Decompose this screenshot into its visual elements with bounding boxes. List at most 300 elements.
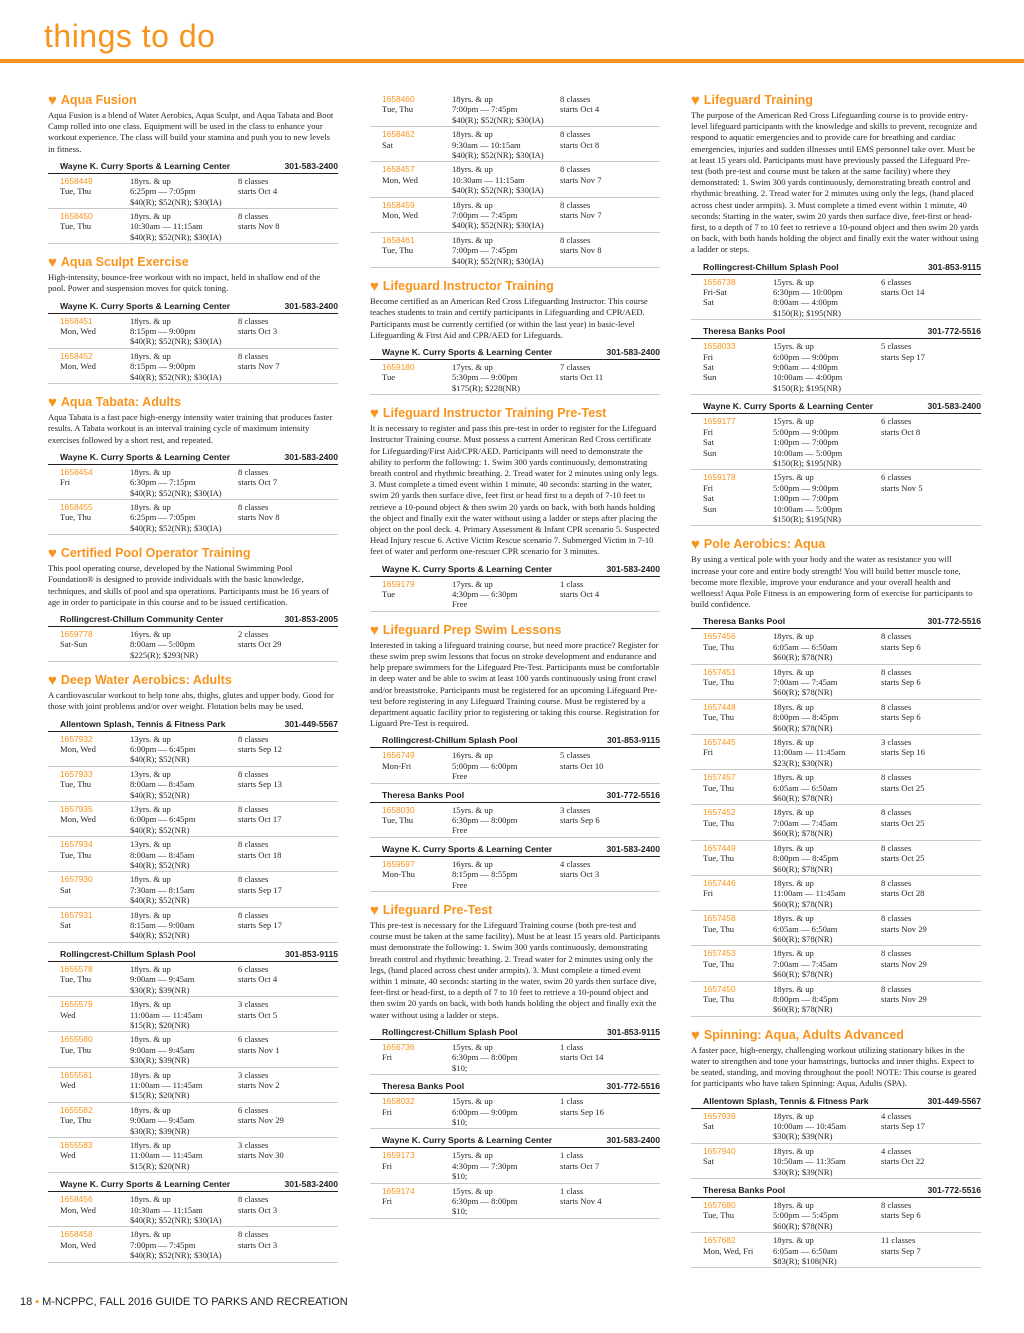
location-header — [370, 562, 660, 577]
class-schedule-cell — [560, 164, 672, 195]
class-code-cell — [60, 502, 130, 533]
activity-title — [48, 92, 338, 109]
location-block — [691, 260, 981, 321]
class-fee: $30(R); $39(NR) — [773, 1131, 833, 1142]
class-row — [48, 1192, 338, 1227]
class-time: 6:25pm — 7:05pm — [130, 512, 196, 523]
class-age: 15yrs. & up — [773, 416, 814, 427]
class-time: 8:00am — 8:45am — [130, 849, 195, 860]
location-block — [48, 717, 338, 943]
class-row — [370, 748, 660, 783]
class-row — [691, 1233, 981, 1268]
class-code: 1657680 — [703, 1200, 736, 1211]
class-row — [370, 162, 660, 197]
class-count: 8 classes — [881, 807, 912, 818]
class-fee: $40(R); $52(NR); $30(IA) — [130, 196, 222, 207]
location-block — [691, 324, 981, 395]
class-code: 1658455 — [60, 501, 93, 512]
class-fee: $40(R); $52(NR); $30(IA) — [130, 231, 222, 242]
class-row — [691, 805, 981, 840]
class-schedule-cell — [238, 1140, 350, 1171]
location-header — [691, 614, 981, 629]
location-block — [370, 345, 660, 395]
class-count: 8 classes — [881, 842, 912, 853]
class-schedule-cell — [560, 859, 672, 890]
class-start: starts Oct 4 — [238, 186, 278, 197]
class-count: 8 classes — [238, 466, 269, 477]
location-block — [370, 842, 660, 892]
class-code-cell — [703, 1111, 773, 1142]
class-fee: $40(R); $52(NR) — [130, 930, 190, 941]
class-schedule-cell — [881, 772, 993, 803]
class-code-cell — [703, 667, 773, 698]
class-days: Sat — [703, 1121, 714, 1131]
class-code: 1659173 — [382, 1150, 415, 1161]
class-code-cell — [382, 750, 452, 781]
activity-description: The purpose of the American Red Cross Lifeguarding course is to provide entry-level lifeguard participants with the knowledge and skills to prevent, recognize and respond to aquatic emergencies and to provide care for breathing and cardiac emergencies, injuries and sudden illnesses until EMS personnel take over. Must be at least 15 years old. Participants must have previously passed the Lifeguard Pre-test (both pre-test and course must be taken at the same facility) where they demonstrated: 1. Swim 300 yards continuously, demonstrating breath control and rhythmic breathing. 2. Tread water for 2 minutes using only the legs, (hand placed across chest under armpits). 3. Must complete a timed event within 1 minute, 40 seconds: Starting in the water, swim 20 yards then surface dive, feet-first or head-first, to a depth of 7 to 10 feet to retrieve a 10-pound object and then swim 20 yards on back, with both hands holding the object and finally exit the water without using a ladder or steps. — [691, 110, 979, 255]
class-fee: $40(R); $52(NR) — [130, 895, 190, 906]
location-header — [370, 345, 660, 360]
class-schedule-cell — [560, 805, 672, 836]
class-days: Sat — [60, 920, 71, 931]
location-header — [691, 1183, 981, 1198]
location-header — [691, 324, 981, 339]
class-code-cell — [382, 94, 452, 125]
class-count: 8 classes — [238, 733, 269, 744]
activity-section — [48, 254, 338, 384]
class-time: 8:00am — 8:45am — [130, 779, 195, 790]
location-phone: 301-583-2400 — [284, 300, 338, 311]
class-code-cell — [60, 1140, 130, 1171]
class-detail-cell — [773, 843, 881, 874]
class-days: Tue, Thu — [703, 677, 735, 687]
class-days: Wed — [60, 1009, 76, 1020]
class-detail-cell — [130, 1105, 238, 1136]
class-code-cell — [703, 984, 773, 1015]
class-code-cell — [703, 948, 773, 979]
location-block — [691, 1183, 981, 1268]
class-schedule-cell — [881, 416, 993, 468]
location-phone: 301-853-9115 — [284, 948, 338, 959]
class-code: 1657940 — [703, 1145, 736, 1156]
class-row — [691, 770, 981, 805]
class-detail-cell — [773, 277, 881, 319]
location-name: Theresa Banks Pool — [382, 1081, 465, 1092]
class-detail-cell — [452, 579, 560, 610]
class-detail-cell — [130, 734, 238, 765]
class-code: 1657453 — [703, 948, 736, 959]
class-row — [691, 275, 981, 321]
heart-icon: ♥ — [691, 536, 700, 554]
class-code-cell — [60, 910, 130, 941]
class-start: starts Oct 3 — [238, 326, 278, 337]
heart-icon: ♥ — [370, 621, 379, 639]
class-fee: $40(R); $52(NR); $30(IA) — [452, 185, 544, 196]
class-count: 8 classes — [238, 1229, 269, 1240]
class-code: 1657682 — [703, 1235, 736, 1246]
class-detail-cell — [130, 999, 238, 1030]
class-time: 10:00am — 5:00pm — [773, 447, 843, 458]
location-phone: 301-583-2400 — [606, 346, 660, 357]
class-count: 1 class — [560, 578, 584, 589]
class-start: starts Nov 29 — [881, 923, 927, 934]
class-fee: $60(R); $78(NR) — [773, 687, 833, 698]
class-schedule-cell — [881, 878, 993, 909]
class-row — [370, 1148, 660, 1183]
class-start: starts Nov 4 — [560, 1195, 602, 1206]
class-detail-cell — [130, 1070, 238, 1101]
location-header — [370, 788, 660, 803]
class-row — [370, 92, 660, 127]
activity-title — [370, 622, 660, 639]
class-count: 8 classes — [881, 666, 912, 677]
activity-name: Lifeguard Pre-Test — [382, 903, 493, 918]
class-fee: $30(R); $39(NR) — [130, 1055, 190, 1066]
location-name: Wayne K. Curry Sports & Learning Center — [60, 451, 231, 462]
class-schedule-cell — [881, 667, 993, 698]
class-row — [48, 997, 338, 1032]
class-time: 6:30pm — 10:00pm — [773, 287, 843, 298]
location-block — [370, 1133, 660, 1218]
class-age: 18yrs. & up — [773, 807, 814, 818]
class-start: starts Oct 25 — [881, 853, 925, 864]
class-age: 15yrs. & up — [773, 341, 814, 352]
location-name: Rollingcrest-Chillum Splash Pool — [703, 261, 839, 272]
class-fee: $60(R); $78(NR) — [773, 1004, 833, 1015]
class-days: Sat — [382, 139, 393, 150]
class-row — [48, 174, 338, 209]
class-time: 9:00am — 9:45am — [130, 1044, 195, 1055]
class-schedule-cell — [881, 631, 993, 662]
class-age: 18yrs. & up — [773, 666, 814, 677]
class-code-cell — [60, 1229, 130, 1260]
location-block — [48, 299, 338, 384]
class-schedule-cell — [881, 341, 993, 393]
class-age: 18yrs. & up — [130, 466, 171, 477]
class-row — [691, 665, 981, 700]
location-block — [370, 92, 660, 268]
class-code-cell — [60, 629, 130, 660]
class-fee: $40(R); $52(NR); $30(IA) — [452, 150, 544, 161]
class-row — [48, 627, 338, 662]
class-start: starts Nov 29 — [881, 958, 927, 969]
class-count: 2 classes — [238, 628, 269, 639]
class-code: 1659177 — [703, 416, 736, 427]
class-schedule-cell — [238, 910, 350, 941]
location-header — [691, 260, 981, 275]
class-count: 5 classes — [560, 750, 591, 761]
class-detail-cell — [130, 1194, 238, 1225]
class-code: 1659178 — [703, 472, 736, 483]
class-row — [48, 209, 338, 244]
class-schedule-cell — [560, 235, 672, 266]
class-days: Tue — [382, 588, 396, 599]
class-time: 7:00pm — 7:45pm — [130, 1239, 196, 1250]
header-rule — [0, 59, 1024, 63]
class-age: 18yrs. & up — [773, 737, 814, 748]
class-row — [691, 911, 981, 946]
class-schedule-cell — [881, 948, 993, 979]
class-count: 1 class — [560, 1185, 584, 1196]
class-code: 1657931 — [60, 909, 93, 920]
class-fee: $15(R); $20(NR) — [130, 1019, 190, 1030]
location-header — [48, 612, 338, 627]
class-detail-cell — [452, 94, 560, 125]
class-fee: $30(R); $39(NR) — [130, 984, 190, 995]
class-days: Sat-Sun — [60, 639, 88, 650]
class-days: Sat — [703, 297, 714, 308]
class-start: starts Nov 1 — [238, 1044, 280, 1055]
class-detail-cell — [452, 805, 560, 836]
class-count: 6 classes — [238, 1034, 269, 1045]
class-schedule-cell — [238, 1034, 350, 1065]
class-schedule-cell — [560, 129, 672, 160]
class-start: starts Oct 3 — [560, 869, 600, 880]
class-schedule-cell — [881, 1235, 993, 1266]
class-start: starts Oct 14 — [560, 1052, 604, 1063]
class-days: Tue, Thu — [703, 817, 735, 828]
class-age: 15yrs. & up — [773, 472, 814, 483]
class-age: 18yrs. & up — [452, 199, 493, 210]
class-count: 3 classes — [560, 804, 591, 815]
class-start: starts Sep 12 — [238, 743, 282, 754]
class-row — [370, 1040, 660, 1075]
class-detail-cell — [773, 1200, 881, 1231]
class-row — [691, 946, 981, 981]
class-count: 8 classes — [881, 772, 912, 783]
class-row — [48, 767, 338, 802]
class-fee: $175(R); $228(NR) — [452, 382, 521, 393]
location-header — [48, 299, 338, 314]
class-time: 6:05am — 6:50am — [773, 782, 838, 793]
class-row — [691, 414, 981, 470]
class-detail-cell — [130, 351, 238, 382]
class-time: 7:30am — 8:15am — [130, 884, 195, 895]
class-code: 1658460 — [382, 94, 415, 104]
class-days: Wed — [60, 1150, 76, 1161]
class-count: 8 classes — [881, 631, 912, 642]
class-detail-cell — [773, 702, 881, 733]
class-fee: $40(R); $52(NR) — [130, 860, 190, 871]
class-age: 15yrs. & up — [452, 1041, 493, 1052]
class-start: starts Nov 8 — [560, 245, 602, 256]
class-days: Tue, Thu — [703, 1210, 735, 1221]
class-detail-cell — [130, 874, 238, 905]
class-age: 18yrs. & up — [130, 1229, 171, 1240]
class-row — [691, 1198, 981, 1233]
class-schedule-cell — [238, 467, 350, 498]
class-code: 1658032 — [382, 1096, 415, 1107]
class-start: starts Nov 29 — [238, 1115, 284, 1126]
class-time: 9:30am — 10:15am — [452, 139, 521, 150]
class-start: starts Nov 29 — [881, 993, 927, 1004]
activity-name: Aqua Fusion — [60, 93, 137, 107]
activity-section — [48, 394, 338, 535]
class-code-cell — [703, 913, 773, 944]
page-number: 18 — [20, 1296, 33, 1308]
class-code: 1659180 — [382, 361, 415, 372]
class-schedule-cell — [881, 277, 993, 319]
activity-description: Become certified as an American Red Cross Lifeguarding Instructor. This course teaches students to train and certify participants in Lifeguarding and CPR/AED. Participants must be currently certified (or within the last year) in basic-level Lifeguarding & First Aid and CPR/AED for Lifeguards. — [370, 296, 648, 340]
class-code: 1659597 — [382, 858, 415, 869]
class-age: 18yrs. & up — [130, 1104, 171, 1115]
class-code: 1657930 — [60, 874, 93, 885]
class-days: Tue, Thu — [382, 245, 414, 256]
class-code-cell — [703, 416, 773, 468]
class-code: 1657932 — [60, 733, 93, 744]
class-age: 18yrs. & up — [130, 1034, 171, 1045]
location-header — [370, 1133, 660, 1148]
class-code: 1659778 — [60, 628, 93, 639]
class-time: 6:05am — 6:50am — [773, 923, 838, 934]
location-header — [48, 947, 338, 962]
class-count: 6 classes — [238, 1104, 269, 1115]
location-phone: 301-772-5516 — [606, 1081, 660, 1092]
class-schedule-cell — [238, 351, 350, 382]
class-days: Tue, Thu — [703, 923, 735, 934]
class-code: 1658461 — [382, 234, 415, 245]
heart-icon: ♥ — [370, 278, 379, 296]
class-code: 1657934 — [60, 839, 93, 850]
class-days: Mon-Thu — [382, 869, 415, 880]
class-code-cell — [60, 316, 130, 347]
class-age: 18yrs. & up — [130, 1139, 171, 1150]
class-row — [691, 1109, 981, 1144]
class-schedule-cell — [238, 316, 350, 347]
class-code: 1658450 — [60, 211, 93, 222]
location-phone: 301-583-2400 — [927, 401, 981, 412]
class-days: Tue, Thu — [60, 974, 92, 985]
class-age: 18yrs. & up — [130, 909, 171, 920]
class-start: starts Nov 30 — [238, 1150, 284, 1161]
class-time: 8:15pm — 9:00pm — [130, 361, 196, 372]
class-time: 6:05am — 6:50am — [773, 641, 838, 652]
class-start: starts Sep 6 — [881, 641, 921, 652]
class-age: 18yrs. & up — [773, 983, 814, 994]
class-schedule-cell — [560, 750, 672, 781]
class-start: starts Nov 5 — [881, 482, 923, 493]
class-code-cell — [703, 772, 773, 803]
class-time: 5:00pm — 9:00pm — [773, 482, 839, 493]
class-age: 13yrs. & up — [130, 839, 171, 850]
activity-name: Lifeguard Prep Swim Lessons — [382, 622, 562, 637]
location-name: Wayne K. Curry Sports & Learning Center — [60, 300, 231, 311]
class-time: 7:00am — 7:45am — [773, 677, 838, 687]
class-schedule-cell — [881, 702, 993, 733]
class-row — [48, 732, 338, 767]
class-days: Tue, Thu — [60, 186, 92, 197]
class-days: Fri — [703, 888, 714, 899]
activity-title — [48, 672, 338, 689]
activity-description: This pre-test is necessary for the Lifeguard Training course (both pre-test and course must be taken at the same facility). Must be at least 15 years old. Participants must demonstrate the following: 1. Swim 300 yards continuously, demonstrating breath control and rhythmic breathing. 2. Tread water for 2 minutes using only the legs, (hand placed across chest under armpits). 3. Must complete a timed event within 1 minute, 40 seconds: starting in the water, swim 20 yards then surface dive, feet-first or head-first, to a depth of 7 to 10 feet to retrieve a 10-pound object and then swim 20 yards on back, with both hands holding the object and finally exit the water without using a ladder or steps. — [370, 920, 660, 1020]
location-block — [370, 562, 660, 612]
class-code: 1656749 — [382, 750, 415, 761]
activity-section — [370, 405, 660, 612]
class-code: 1658454 — [60, 466, 93, 477]
class-detail-cell — [452, 1042, 560, 1073]
class-code-cell — [60, 1194, 130, 1225]
class-detail-cell — [452, 362, 560, 393]
class-fee: $60(R); $78(NR) — [773, 863, 833, 874]
class-row — [48, 908, 338, 943]
location-name: Allentown Splash, Tennis & Fitness Park — [703, 1095, 869, 1106]
class-time: 6:05am — 6:50am — [773, 1245, 838, 1256]
location-phone: 301-583-2400 — [606, 563, 660, 574]
class-time: 6:30pm — 8:00pm — [452, 815, 518, 826]
class-detail-cell — [773, 1146, 881, 1177]
class-time: 6:30pm — 8:00pm — [452, 1052, 518, 1063]
class-row — [370, 803, 660, 838]
class-code-cell — [60, 1105, 130, 1136]
class-start: starts Sep 17 — [238, 920, 282, 931]
class-code-cell — [382, 579, 452, 610]
class-days: Sun — [703, 447, 717, 458]
activity-name: Certified Pool Operator Training — [60, 546, 251, 561]
class-days: Tue, Thu — [60, 1115, 92, 1126]
class-detail-cell — [773, 807, 881, 838]
class-detail-cell — [773, 737, 881, 768]
class-schedule-cell — [238, 1105, 350, 1136]
class-detail-cell — [130, 964, 238, 995]
class-fee: $30(R); $39(NR) — [773, 1166, 833, 1177]
class-start: starts Nov 8 — [238, 512, 280, 523]
location-phone: 301-583-2400 — [284, 1179, 338, 1190]
class-age: 15yrs. & up — [452, 1185, 493, 1196]
class-start: starts Oct 3 — [238, 1204, 278, 1215]
class-count: 8 classes — [238, 839, 269, 850]
class-days: Fri-Sat — [703, 287, 727, 298]
activity-section — [48, 545, 338, 662]
class-time: 10:00am — 10:45am — [773, 1121, 847, 1131]
location-block — [370, 733, 660, 783]
location-phone: 301-772-5516 — [927, 616, 981, 627]
class-row — [691, 735, 981, 770]
class-detail-cell — [130, 769, 238, 800]
class-age: 18yrs. & up — [130, 963, 171, 974]
class-schedule-cell — [881, 913, 993, 944]
class-fee: $40(R); $52(NR); $30(IA) — [452, 114, 544, 125]
class-start: starts Oct 5 — [238, 1009, 278, 1020]
activity-name: Aqua Tabata: Adults — [60, 395, 182, 410]
class-days: Wed — [60, 1079, 76, 1090]
heart-icon: ♥ — [48, 254, 57, 272]
class-row — [48, 962, 338, 997]
location-name: Rollingcrest-Chillum Splash Pool — [382, 1026, 518, 1037]
class-time: 1:00pm — 7:00pm — [773, 493, 839, 504]
class-detail-cell — [452, 1096, 560, 1127]
class-schedule-cell — [560, 200, 672, 231]
class-age: 18yrs. & up — [773, 772, 814, 783]
class-fee: $150(R); $195(NR) — [773, 307, 842, 318]
class-schedule-cell — [238, 769, 350, 800]
class-time: 10:00am — 4:00pm — [773, 372, 843, 383]
class-days: Tue, Thu — [703, 782, 735, 793]
location-phone: 301-583-2400 — [284, 160, 338, 171]
activity-description: This pool operating course, developed by the National Swimming Pool Foundation® is designed to provide individuals with the basic knowledge, techniques, and skills of pool and spa operations. Participants must be 16 years of age in order to participate in this course and to be issued certification. — [48, 563, 329, 607]
class-count: 8 classes — [560, 164, 591, 175]
class-code: 1657452 — [703, 807, 736, 818]
column-3 — [691, 92, 981, 1278]
class-detail-cell — [773, 667, 881, 698]
activity-title — [691, 1027, 981, 1044]
class-detail-cell — [773, 772, 881, 803]
class-count: 8 classes — [881, 983, 912, 994]
class-days: Tue, Thu — [703, 712, 735, 723]
heart-icon: ♥ — [691, 1026, 700, 1044]
location-name: Wayne K. Curry Sports & Learning Center — [60, 160, 231, 171]
class-row — [691, 470, 981, 526]
class-start: starts Sep 6 — [881, 1210, 921, 1221]
